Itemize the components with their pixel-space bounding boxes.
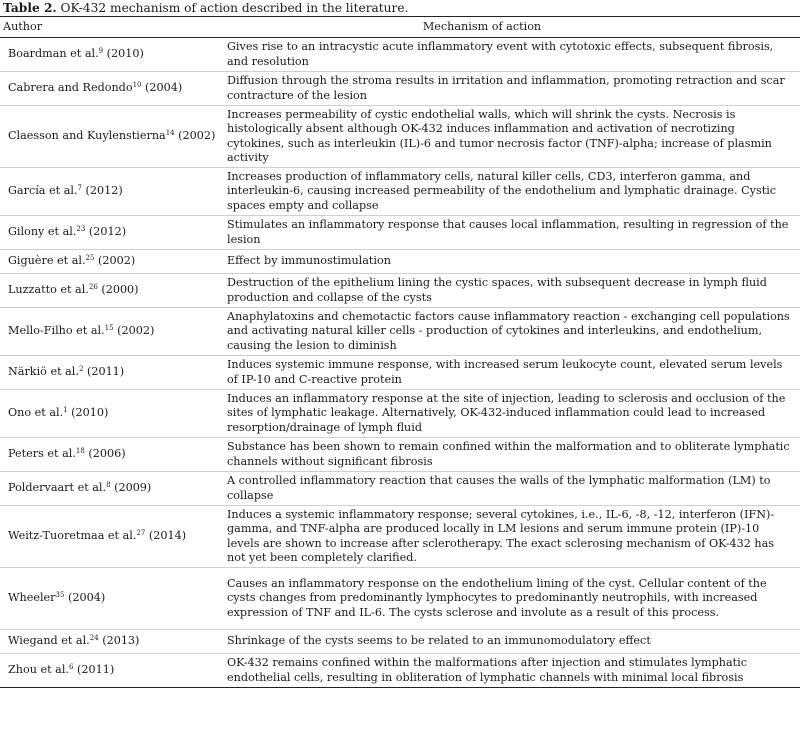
table-row [0, 274, 800, 308]
header-mechanism: Mechanism of action [224, 17, 800, 38]
author-name: Mello-Filho et al. [8, 324, 105, 338]
caption-text: OK-432 mechanism of action described in the literature. [56, 1, 409, 15]
author-year: (2002) [94, 254, 136, 268]
table-row [0, 472, 800, 506]
table-row [0, 250, 800, 274]
author-cell [0, 274, 224, 308]
table-row [0, 568, 800, 630]
author-year: (2010) [67, 406, 109, 420]
table-row [0, 390, 800, 438]
reference-number: 18 [75, 447, 85, 456]
mechanism-cell: Destruction of the epithelium lining the cystic spaces, with subsequent decrease in lymph fluid production and collapse of the cysts [224, 274, 800, 308]
author-name: Peters et al. [8, 447, 76, 461]
mechanism-cell: Anaphylatoxins and chemotactic factors cause inflammatory reaction - exchanging cell populations and activating natural killer cells - production of cytokines and interleukins, and endothelium, causing the lesion to diminish [224, 308, 800, 356]
mechanism-cell: Gives rise to an intracystic acute inflammatory event with cytotoxic effects, subsequent fibrosis, and resolution [224, 38, 800, 72]
author-cell [0, 106, 224, 168]
author-cell [0, 438, 224, 472]
author-year: (2012) [81, 184, 123, 198]
author-name: Gilony et al. [8, 225, 77, 239]
header-row [0, 17, 800, 38]
mechanism-cell: Stimulates an inflammatory response that causes local inflammation, resulting in regression of the lesion [224, 216, 800, 250]
author-year: (2014) [145, 529, 187, 543]
author-name: Ono et al. [8, 406, 64, 420]
reference-number: 14 [165, 129, 175, 138]
author-cell [0, 168, 224, 216]
author-year: (2010) [103, 47, 144, 61]
author-cell [0, 568, 224, 630]
author-name: Weitz-Tuoretmaa et al. [8, 529, 137, 543]
table-row [0, 308, 800, 356]
reference-number: 7 [77, 184, 82, 193]
caption-label: Table 2. [3, 1, 57, 15]
author-name: Närkiö et al. [8, 365, 79, 379]
author-cell [0, 654, 224, 688]
author-year: (2004) [64, 591, 106, 605]
reference-number: 1 [63, 406, 68, 415]
author-cell [0, 72, 224, 106]
author-cell [0, 472, 224, 506]
mechanism-cell: Shrinkage of the cysts seems to be related to an immunomodulatory effect [224, 630, 800, 654]
author-name: Poldervaart et al. [8, 481, 107, 495]
author-cell [0, 308, 224, 356]
mechanism-cell: Effect by immunostimulation [224, 250, 800, 274]
table-row [0, 630, 800, 654]
table-row [0, 356, 800, 390]
mechanism-cell: Increases production of inflammatory cells, natural killer cells, CD3, interferon gamma, and interleukin-6, causing increased permeability of the endothelium and lymphatic drainage. Cystic spaces empty and collapse [224, 168, 800, 216]
reference-number: 8 [106, 481, 111, 490]
author-cell [0, 356, 224, 390]
header-author: Author [0, 17, 224, 38]
table-row [0, 38, 800, 72]
reference-number: 2 [78, 365, 84, 374]
author-name: Luzzatto et al. [8, 283, 89, 297]
author-year: (2011) [83, 365, 125, 379]
table-row [0, 168, 800, 216]
author-year: (2013) [98, 634, 140, 648]
table-row [0, 106, 800, 168]
author-cell [0, 390, 224, 438]
table-row [0, 438, 800, 472]
mechanism-table [0, 16, 800, 688]
reference-number: 35 [55, 591, 65, 600]
reference-number: 23 [76, 225, 86, 234]
author-year: (2004) [141, 81, 183, 95]
table-row [0, 506, 800, 568]
author-name: Zhou et al. [8, 663, 69, 677]
author-name: Cabrera and Redondo [8, 81, 133, 95]
table-row [0, 654, 800, 688]
author-name: Wheeler [8, 591, 56, 605]
mechanism-cell: Induces an inflammatory response at the site of injection, leading to sclerosis and occlusion of the sites of lymphatic leakage. Alternatively, OK-432-induced inflammation could lead to increased resorption/drainage of lymph fluid [224, 390, 800, 438]
reference-number: 24 [89, 634, 99, 643]
reference-number: 27 [136, 529, 146, 538]
author-year: (2002) [174, 129, 216, 143]
mechanism-cell: Substance has been shown to remain confined within the malformation and to obliterate lymphatic channels without significant fibrosis [224, 438, 800, 472]
mechanism-cell: Induces a systemic inflammatory response; several cytokines, i.e., IL-6, -8, -12, interferon (IFN)-gamma, and TNF-alpha are produced locally in LM lesions and serum immune protein (IP)-10 levels are shown to increase after sclerotherapy. The exact sclerosing mechanism of OK-432 has not yet been completely clarified. [224, 506, 800, 568]
author-cell [0, 250, 224, 274]
author-cell [0, 38, 224, 72]
mechanism-cell: Causes an inflammatory response on the endothelium lining of the cyst. Cellular content of the cysts changes from predominantly lymphocytes to predominantly neutrophils, with increased expression of TNF and IL-6. The cysts sclerose and involute as a result of this process. [224, 568, 800, 630]
author-year: (2006) [84, 447, 126, 461]
author-year: (2009) [110, 481, 152, 495]
author-cell [0, 506, 224, 568]
mechanism-cell: Increases permeability of cystic endothelial walls, which will shrink the cysts. Necrosis is histologically absent although OK-432 induces inflammation and activation of necrotizing cytokines, such as interleukin (IL)-6 and tumor necrosis factor (TNF)-alpha; increase of plasmin activity [224, 106, 800, 168]
mechanism-cell: OK-432 remains confined within the malformations after injection and stimulates lymphatic endothelial cells, resulting in obliteration of lymphatic channels with minimal local fibrosis [224, 654, 800, 688]
reference-number: 15 [104, 324, 114, 333]
table-row [0, 216, 800, 250]
author-cell [0, 216, 224, 250]
table-caption [3, 1, 408, 16]
author-year: (2002) [113, 324, 155, 338]
reference-number: 9 [98, 47, 104, 56]
author-year: (2011) [73, 663, 115, 677]
author-name: Boardman et al. [8, 47, 99, 61]
author-name: Wiegand et al. [8, 634, 90, 648]
mechanism-cell: A controlled inflammatory reaction that causes the walls of the lymphatic malformation (LM) to collapse [224, 472, 800, 506]
reference-number: 26 [88, 283, 98, 292]
table-row [0, 72, 800, 106]
mechanism-cell: Induces systemic immune response, with increased serum leukocyte count, elevated serum levels of IP-10 and C-reactive protein [224, 356, 800, 390]
mechanism-cell: Diffusion through the stroma results in irritation and inflammation, promoting retraction and scar contracture of the lesion [224, 72, 800, 106]
author-name: Giguère et al. [8, 254, 86, 268]
author-name: Claesson and Kuylenstierna [8, 129, 166, 143]
author-cell [0, 630, 224, 654]
reference-number: 25 [85, 254, 95, 263]
author-year: (2000) [97, 283, 139, 297]
author-year: (2012) [85, 225, 127, 239]
author-name: García et al. [8, 184, 78, 198]
reference-number: 6 [68, 663, 74, 672]
reference-number: 10 [132, 81, 142, 90]
